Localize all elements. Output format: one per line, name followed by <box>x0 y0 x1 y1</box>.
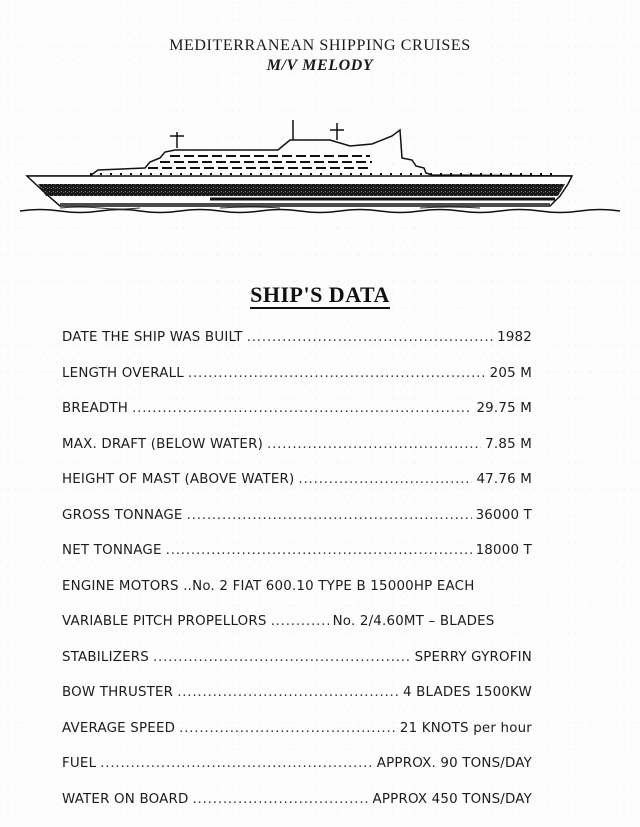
spec-label: LENGTH OVERALL <box>62 366 184 381</box>
page-title-text: SHIP'S DATA <box>250 282 390 309</box>
spec-row-stabilizers <box>62 650 532 686</box>
spec-label: NET TONNAGE <box>62 543 162 558</box>
spec-value: APPROX. 90 TONS/DAY <box>377 756 532 771</box>
spec-row-water-on-board <box>62 792 532 827</box>
spec-label: ENGINE MOTORS ..No. 2 FIAT 600.10 TYPE B 15000HP EACH <box>62 579 475 594</box>
company-name: MEDITERRANEAN SHIPPING CRUISES <box>0 36 640 56</box>
spec-label: VARIABLE PITCH PROPELLORS <box>62 614 267 629</box>
dot-leader <box>192 792 368 807</box>
dot-leader <box>271 614 329 629</box>
spec-label: HEIGHT OF MAST (ABOVE WATER) <box>62 472 294 487</box>
dot-leader <box>132 401 472 416</box>
spec-value: 47.76 M <box>476 472 532 487</box>
vessel-name: M/V MELODY <box>0 56 640 76</box>
dot-leader <box>153 650 411 665</box>
dot-leader <box>247 330 493 345</box>
spec-row-fuel <box>62 756 532 792</box>
spec-label: AVERAGE SPEED <box>62 721 175 736</box>
spec-row-average-speed <box>62 721 532 757</box>
spec-value: 18000 T <box>476 543 532 558</box>
spec-value: 36000 T <box>476 508 532 523</box>
page-title <box>0 282 640 308</box>
spec-row-breadth <box>62 401 532 437</box>
spec-row-gross-tonnage <box>62 508 532 544</box>
spec-row-built <box>62 330 532 366</box>
spec-value: 7.85 M <box>485 437 532 452</box>
spec-row-bow-thruster <box>62 685 532 721</box>
dot-leader <box>166 543 472 558</box>
spec-value: 21 KNOTS per hour <box>400 721 532 736</box>
spec-value: SPERRY GYROFIN <box>415 650 532 665</box>
spec-label: WATER ON BOARD <box>62 792 188 807</box>
spec-row-mast-height <box>62 472 532 508</box>
spec-value: 29.75 M <box>476 401 532 416</box>
spec-row-net-tonnage <box>62 543 532 579</box>
spec-row-length <box>62 366 532 402</box>
spec-label: BREADTH <box>62 401 128 416</box>
spec-row-draft <box>62 437 532 473</box>
spec-row-propellors <box>62 614 532 650</box>
spec-value: APPROX 450 TONS/DAY <box>373 792 532 807</box>
dot-leader <box>177 685 399 700</box>
ship-spec-list <box>62 330 532 827</box>
dot-leader <box>188 366 486 381</box>
spec-label: GROSS TONNAGE <box>62 508 183 523</box>
spec-value: 4 BLADES 1500KW <box>403 685 532 700</box>
document-header <box>0 36 640 76</box>
spec-label: STABILIZERS <box>62 650 149 665</box>
dot-leader <box>100 756 373 771</box>
spec-label: MAX. DRAFT (BELOW WATER) <box>62 437 263 452</box>
spec-label: BOW THRUSTER <box>62 685 173 700</box>
spec-label: DATE THE SHIP WAS BUILT <box>62 330 243 345</box>
cruise-ship-icon <box>20 118 620 228</box>
spec-value: 1982 <box>497 330 532 345</box>
spec-value: No. 2/4.60MT – BLADES <box>333 614 495 629</box>
spec-row-engine-motors <box>62 579 532 615</box>
dot-leader <box>187 508 472 523</box>
spec-value: 205 M <box>490 366 532 381</box>
dot-leader <box>179 721 396 736</box>
spec-label: FUEL <box>62 756 96 771</box>
dot-leader <box>298 472 472 487</box>
dot-leader <box>267 437 481 452</box>
